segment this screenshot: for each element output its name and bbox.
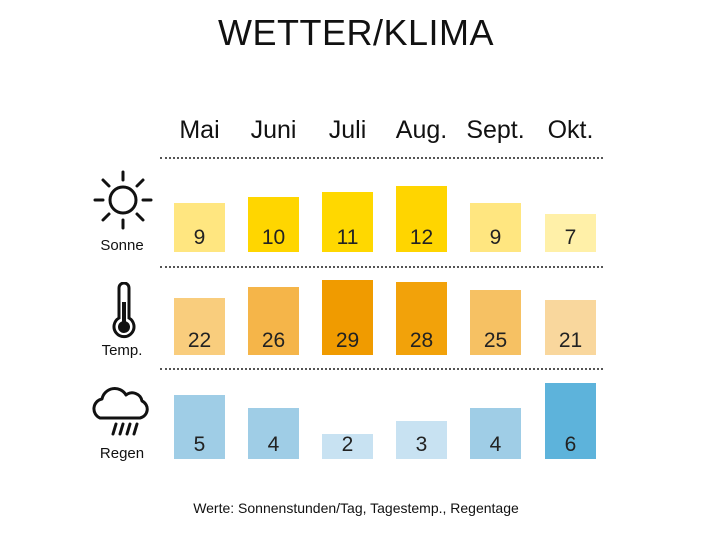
month-label: Juli [328, 116, 367, 144]
bar-value-label: 12 [409, 226, 434, 249]
month-label: Okt. [547, 116, 594, 144]
bar-value-label: 6 [564, 433, 577, 456]
bar-value-label: 26 [261, 329, 286, 352]
bar-value-label: 2 [341, 433, 354, 456]
bar-value-label: 22 [187, 329, 212, 352]
bar-value-label: 28 [409, 329, 434, 352]
bar-value-label: 4 [267, 433, 280, 456]
row-label-regen: Regen [99, 445, 145, 462]
bar-value-label: 7 [564, 226, 577, 249]
bar-value-label: 29 [335, 329, 360, 352]
thermometer-icon [106, 282, 142, 342]
bar-value-label: 10 [261, 226, 286, 249]
bar-value-label: 9 [193, 226, 206, 249]
sun-icon [88, 168, 158, 232]
row-label-sonne: Sonne [100, 237, 144, 254]
footer-note: Werte: Sonnenstunden/Tag, Tagestemp., Regentage [193, 500, 519, 516]
row-label-temp: Temp. [101, 342, 143, 359]
separator-top [160, 157, 603, 159]
rain-cloud-icon [88, 384, 158, 442]
bar-value-label: 11 [336, 226, 359, 249]
bar-value-label: 4 [489, 433, 502, 456]
bar-value-label: 9 [489, 226, 502, 249]
bar-value-label: 25 [483, 329, 508, 352]
bar-value-label: 21 [558, 329, 583, 352]
month-label: Juni [250, 116, 297, 144]
chart-title: WETTER/KLIMA [217, 12, 495, 53]
bar-value-label: 3 [415, 433, 428, 456]
month-label: Mai [179, 116, 220, 144]
separator-2 [160, 368, 603, 370]
month-label: Sept. [466, 116, 525, 144]
separator-1 [160, 266, 603, 268]
month-label: Aug. [395, 116, 448, 144]
bar-value-label: 5 [193, 433, 206, 456]
